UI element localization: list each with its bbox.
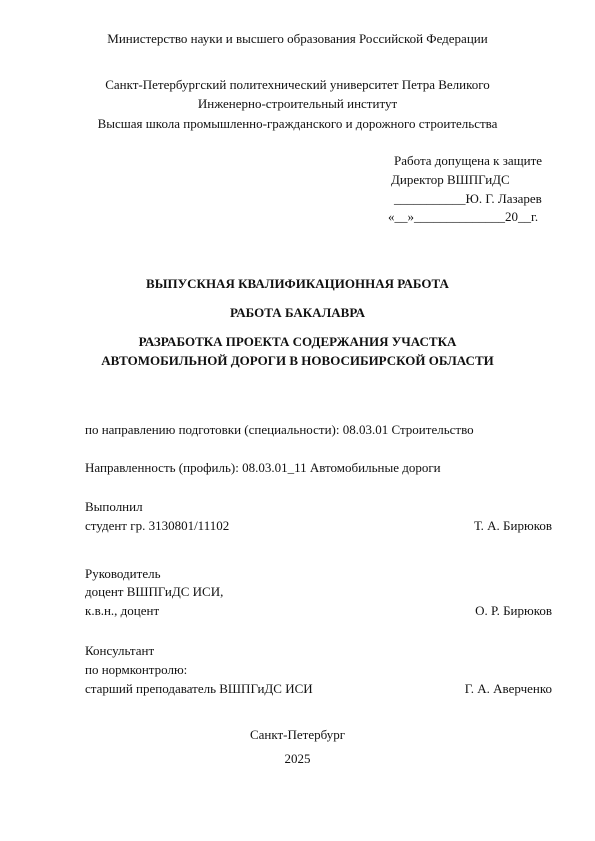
consultant-name: Г. А. Аверченко — [464, 681, 552, 696]
year: 2025 — [284, 751, 311, 766]
supervisor-name: О. Р. Бирюков — [475, 603, 552, 618]
work-type: ВЫПУСКНАЯ КВАЛИФИКАЦИОННАЯ РАБОТА — [146, 276, 449, 291]
city: Санкт-Петербург — [249, 727, 346, 742]
supervisor-position-2: к.в.н., доцент — [85, 603, 160, 618]
approval-line-2: Директор ВШПГиДС — [391, 172, 510, 187]
supervisor-position-1: доцент ВШПГиДС ИСИ, — [85, 584, 224, 599]
topic-line-2: АВТОМОБИЛЬНОЙ ДОРОГИ В НОВОСИБИРСКОЙ ОБЛАСТИ — [101, 353, 494, 368]
work-subtype: РАБОТА БАКАЛАВРА — [230, 305, 365, 320]
institute-line: Инженерно-строительный институт — [197, 96, 398, 111]
approval-date: «__»______________20__г. — [388, 209, 539, 224]
approval-line-1: Работа допущена к защите — [394, 153, 543, 168]
school-line: Высшая школа промышленно-гражданского и дорожного строительства — [97, 116, 498, 131]
profile-line: Направленность (профиль): 08.03.01_11 Автомобильные дороги — [85, 460, 441, 475]
consultant-role-2: по нормконтролю: — [85, 662, 188, 677]
approval-signature: ___________Ю. Г. Лазарев — [394, 191, 542, 206]
university-line: Санкт-Петербургский политехнический университет Петра Великого — [105, 77, 490, 92]
consultant-role: Консультант — [85, 643, 155, 658]
topic-line-1: РАЗРАБОТКА ПРОЕКТА СОДЕРЖАНИЯ УЧАСТКА — [138, 334, 457, 349]
consultant-position: старший преподаватель ВШПГиДС ИСИ — [85, 681, 313, 696]
author-name: Т. А. Бирюков — [474, 518, 552, 533]
supervisor-role: Руководитель — [85, 566, 161, 581]
author-position: студент гр. 3130801/11102 — [85, 518, 230, 533]
direction-line: по направлению подготовки (специальности): 08.03.01 Строительство — [85, 422, 474, 437]
author-role: Выполнил — [85, 499, 143, 514]
ministry-line: Министерство науки и высшего образования Российской Федерации — [107, 31, 488, 46]
